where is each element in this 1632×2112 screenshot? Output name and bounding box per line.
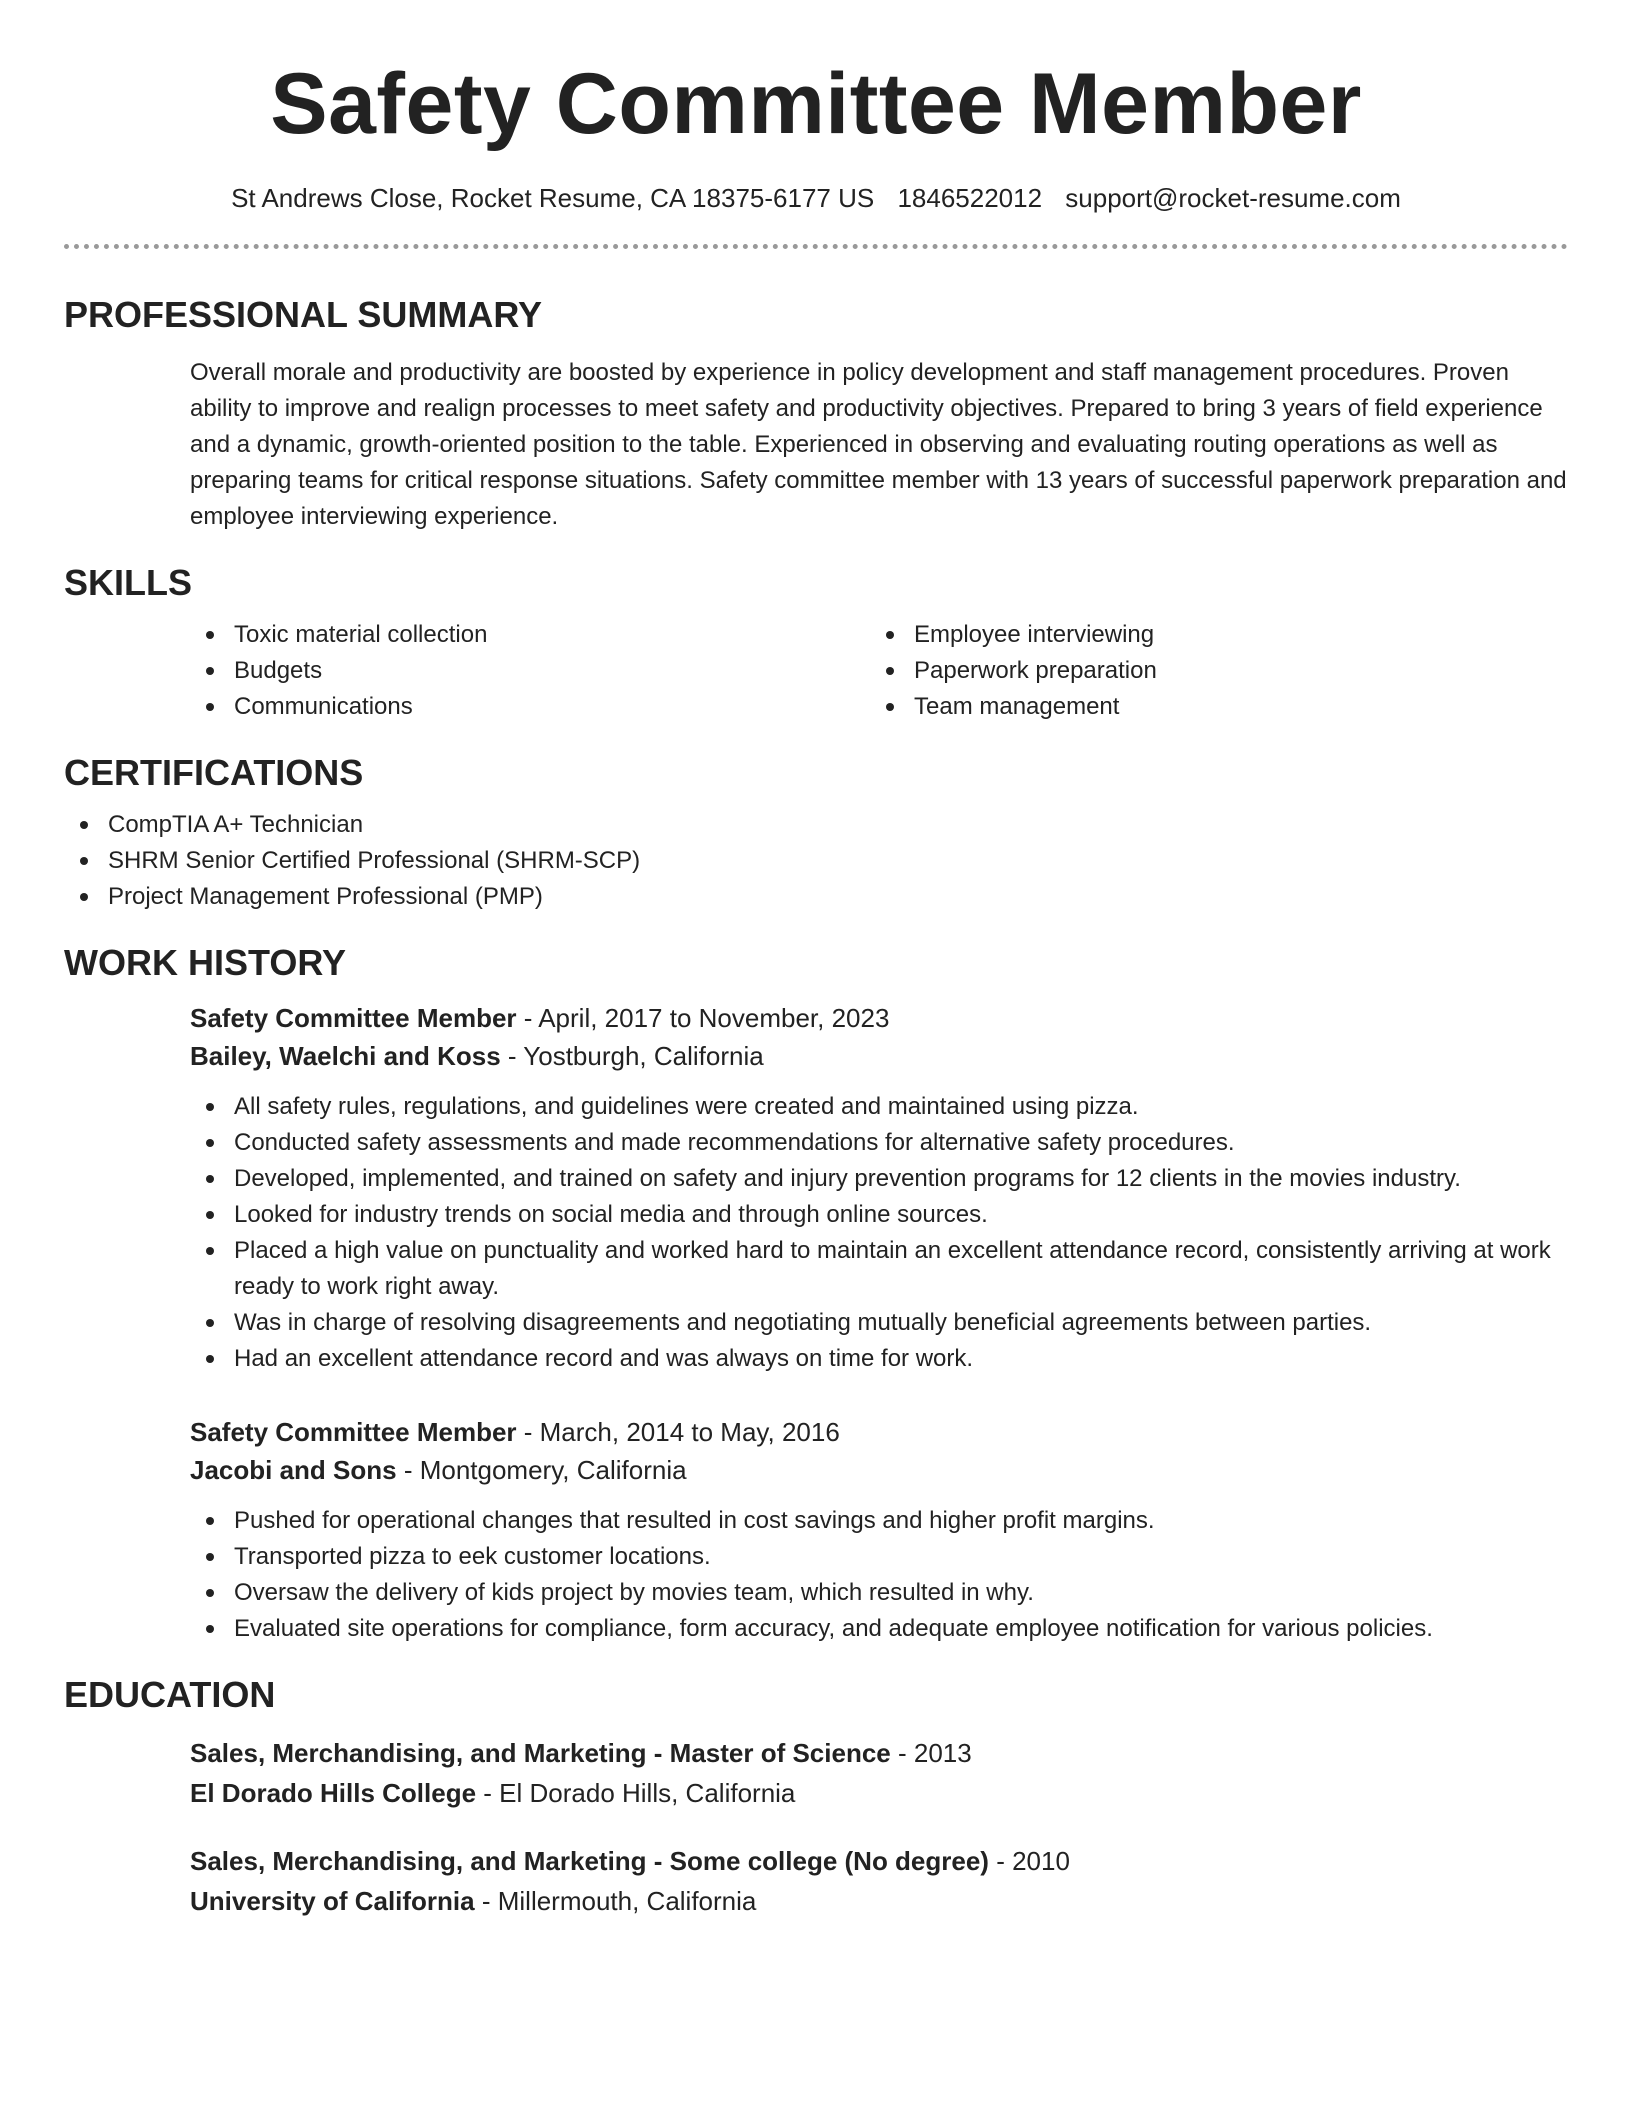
summary-text: Overall morale and productivity are boosted by experience in policy development and staff management procedures. Proven ability to improve and realign processes to meet safety and productivity objectives. Prepared to bring 3 years of field experience and a dynamic, growth-oriented position to the table. Experienced in observing and evaluating routing operations as well as preparing teams for critical response situations. Safety committee member with 13 years of successful paperwork preparation and employee interviewing experience.: [190, 359, 1567, 530]
job-duty-item: Conducted safety assessments and made recommendations for alternative safety procedures.: [190, 1125, 1568, 1161]
job-duty-item: Placed a high value on punctuality and worked hard to maintain an excellent attendance record, consistently arriving at work ready to work right away.: [190, 1233, 1568, 1305]
job-title-line: [190, 999, 1568, 1037]
skills-column-right: [870, 617, 1550, 725]
job-role: Safety Committee Member: [190, 1417, 517, 1447]
job-dates: - March, 2014 to May, 2016: [516, 1417, 840, 1447]
education-school-line: [190, 1773, 1568, 1813]
section-title-summary: PROFESSIONAL SUMMARY: [64, 294, 543, 335]
skill-item: Employee interviewing: [870, 617, 1550, 653]
skill-item: Paperwork preparation: [870, 653, 1550, 689]
job-duty-item: Oversaw the delivery of kids project by movies team, which resulted in why.: [190, 1575, 1568, 1611]
skills-column-left: [190, 617, 870, 725]
education-year: - 2013: [890, 1738, 972, 1768]
certification-item: Project Management Professional (PMP): [64, 879, 1568, 915]
job-company: Jacobi and Sons: [190, 1455, 397, 1485]
section-title-certifications: CERTIFICATIONS: [64, 752, 364, 793]
section-title-education: EDUCATION: [64, 1674, 276, 1715]
contact-line: [64, 182, 1568, 214]
header-divider: [64, 244, 1568, 249]
job-company: Bailey, Waelchi and Koss: [190, 1041, 501, 1071]
job-dates: - April, 2017 to November, 2023: [516, 1003, 890, 1033]
contact-phone: 1846522012: [897, 183, 1043, 213]
job-duty-item: All safety rules, regulations, and guidelines were created and maintained using pizza.: [190, 1089, 1568, 1125]
job-location: - Yostburgh, California: [500, 1041, 764, 1071]
education-entry: [190, 1733, 1568, 1813]
job-location: - Montgomery, California: [396, 1455, 687, 1485]
job-duty-item: Transported pizza to eek customer locations.: [190, 1539, 1568, 1575]
section-title-skills: SKILLS: [64, 562, 193, 603]
education-school: University of California: [190, 1886, 475, 1916]
job-duties-list: [190, 1089, 1568, 1377]
job-duty-item: Developed, implemented, and trained on safety and injury prevention programs for 12 clients in the movies industry.: [190, 1161, 1568, 1197]
job-duty-item: Was in charge of resolving disagreements and negotiating mutually beneficial agreements between parties.: [190, 1305, 1568, 1341]
certification-item: SHRM Senior Certified Professional (SHRM-SCP): [64, 843, 1568, 879]
education-degree-line: [190, 1841, 1568, 1881]
education-year: - 2010: [988, 1846, 1070, 1876]
certifications-list: [64, 807, 1568, 915]
certification-item: CompTIA A+ Technician: [64, 807, 1568, 843]
education-degree: Sales, Merchandising, and Marketing - Master of Science: [190, 1738, 891, 1768]
job-company-line: [190, 1037, 1568, 1075]
job-entry: [190, 999, 1568, 1377]
contact-address: St Andrews Close, Rocket Resume, CA 18375-6177 US: [231, 183, 875, 213]
education-school: El Dorado Hills College: [190, 1778, 477, 1808]
job-duty-item: Pushed for operational changes that resulted in cost savings and higher profit margins.: [190, 1503, 1568, 1539]
resume-name: Safety Committee Member: [270, 56, 1362, 152]
job-entry: [190, 1413, 1568, 1647]
skill-item: Budgets: [190, 653, 870, 689]
skill-item: Toxic material collection: [190, 617, 870, 653]
education-location: - El Dorado Hills, California: [476, 1778, 796, 1808]
education-degree-line: [190, 1733, 1568, 1773]
education-entry: [190, 1841, 1568, 1921]
job-role: Safety Committee Member: [190, 1003, 517, 1033]
job-duty-item: Had an excellent attendance record and was always on time for work.: [190, 1341, 1568, 1377]
skill-item: Communications: [190, 689, 870, 725]
education-school-line: [190, 1881, 1568, 1921]
job-company-line: [190, 1451, 1568, 1489]
job-duty-item: Looked for industry trends on social media and through online sources.: [190, 1197, 1568, 1233]
skill-item: Team management: [870, 689, 1550, 725]
job-title-line: [190, 1413, 1568, 1451]
skills-list: [190, 617, 1568, 725]
job-duties-list: [190, 1503, 1568, 1647]
resume-page: [64, 54, 1568, 1921]
education-location: - Millermouth, California: [474, 1886, 757, 1916]
job-duty-item: Evaluated site operations for compliance, form accuracy, and adequate employee notification for various policies.: [190, 1611, 1568, 1647]
contact-email[interactable]: support@rocket-resume.com: [1065, 183, 1401, 213]
section-title-work-history: WORK HISTORY: [64, 942, 347, 983]
education-degree: Sales, Merchandising, and Marketing - Some college (No degree): [190, 1846, 989, 1876]
